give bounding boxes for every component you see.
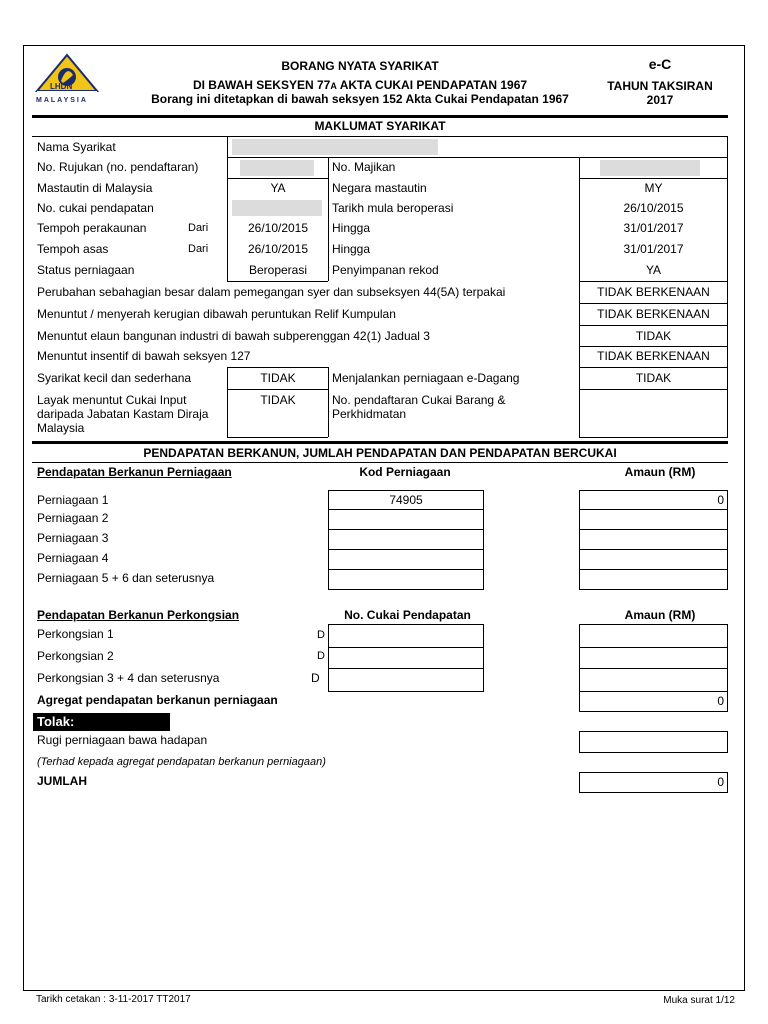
label-kerugian: Menuntut / menyerah kerugian dibawah peruntukan Relif Kumpulan — [37, 307, 396, 321]
footer-page: Muka surat 1/12 — [663, 995, 735, 1006]
amaun-perniagaan-field-4[interactable] — [579, 549, 728, 570]
logo-bottom-text: MALAYSIA — [36, 97, 88, 104]
value-perubahan: TIDAK BERKENAAN — [597, 285, 710, 299]
amaun-perniagaan-field-1[interactable]: 0 — [579, 490, 728, 510]
jumlah-field[interactable]: 0 — [579, 772, 728, 793]
rugi-label: Rugi perniagaan bawa hadapan — [37, 733, 208, 747]
kod-field-3[interactable] — [328, 529, 484, 550]
value-penyimpanan: YA — [645, 263, 662, 277]
value-mula: 26/10/2015 — [623, 201, 684, 215]
label-cukai: No. cukai pendapatan — [37, 201, 154, 215]
year-value: 2017 — [646, 93, 674, 107]
nocukai-field-1[interactable] — [328, 624, 484, 648]
kod-field-4[interactable] — [328, 549, 484, 570]
value-mastautin: YA — [270, 181, 286, 195]
perkongsian-label-1: Perkongsian 1 — [37, 627, 114, 641]
label-hingga-2: Hingga — [332, 242, 371, 256]
amaun-perniagaan-field-2[interactable] — [579, 509, 728, 530]
amaun-perkongsian-field-2[interactable] — [579, 647, 728, 669]
value-perakaunan-dari: 26/10/2015 — [247, 221, 309, 235]
label-rujukan: No. Rujukan (no. pendaftaran) — [37, 160, 199, 174]
label-majikan: No. Majikan — [332, 160, 396, 174]
perniagaan-label-2: Perniagaan 2 — [37, 511, 109, 525]
section-title-pendapatan: PENDAPATAN BERKANUN, JUMLAH PENDAPATAN DAN PENDAPATAN BERCUKAI — [143, 446, 617, 460]
terhad-note: (Terhad kepada agregat pendapatan berkanun perniagaan) — [37, 756, 326, 768]
section-title-maklumat: MAKLUMAT SYARIKAT — [314, 119, 446, 133]
redacted-nama — [232, 139, 438, 155]
heading-amaun-1: Amaun (RM) — [624, 465, 696, 479]
label-hingga-1: Hingga — [332, 221, 371, 235]
section-title-rule — [32, 136, 728, 137]
year-label: TAHUN TAKSIRAN — [607, 79, 713, 93]
jumlah-label: JUMLAH — [37, 774, 87, 788]
label-perakaunan: Tempoh perakaunan — [37, 221, 147, 235]
label-asas: Tempoh asas — [37, 242, 109, 256]
redacted-majikan — [600, 160, 700, 176]
label-penyimpanan: Penyimpanan rekod — [332, 263, 439, 277]
perniagaan-label-5: Perniagaan 5 + 6 dan seterusnya — [37, 571, 215, 585]
label-gst-2: Perkhidmatan — [332, 407, 407, 421]
redacted-cukai — [232, 200, 322, 216]
amaun-perkongsian-field-1[interactable] — [579, 624, 728, 648]
heading-amaun-2: Amaun (RM) — [624, 608, 696, 622]
nocukai-field-3[interactable] — [328, 668, 484, 692]
label-status: Status perniagaan — [37, 263, 135, 277]
kod-field-1[interactable]: 74905 — [328, 490, 484, 510]
heading-nocukai: No. Cukai Pendapatan — [344, 608, 471, 622]
logo-top-text: LHDN — [50, 82, 73, 91]
agregat-label: Agregat pendapatan berkanun perniagaan — [37, 693, 278, 707]
form-title: BORANG NYATA SYARIKAT — [281, 59, 439, 73]
label-nama: Nama Syarikat — [37, 140, 116, 154]
value-edagang: TIDAK — [635, 371, 672, 385]
value-asas-hingga: 31/01/2017 — [623, 242, 684, 256]
amaun-perniagaan-field-5[interactable] — [579, 569, 728, 590]
label-layak-1: Layak menuntut Cukai Input — [37, 393, 187, 407]
value-status: Beroperasi — [248, 263, 308, 277]
section-divider-2 — [32, 441, 728, 444]
label-layak-3: Malaysia — [37, 421, 85, 435]
tolak-label: Tolak: — [37, 714, 75, 729]
perniagaan-label-4: Perniagaan 4 — [37, 551, 109, 565]
value-asas-dari: 26/10/2015 — [247, 242, 309, 256]
label-dari-2: Dari — [188, 243, 209, 255]
value-insentif: TIDAK BERKENAAN — [597, 349, 710, 363]
label-insentif: Menuntut insentif di bawah seksyen 127 — [37, 349, 251, 363]
perkongsian-prefix-1: D — [317, 629, 325, 641]
heading-perkongsian: Pendapatan Berkanun Perkongsian — [37, 608, 240, 622]
label-gst-1: No. pendaftaran Cukai Barang & — [332, 393, 506, 407]
section-divider — [32, 115, 728, 118]
perkongsian-label-2: Perkongsian 2 — [37, 649, 114, 663]
perniagaan-label-3: Perniagaan 3 — [37, 531, 109, 545]
label-kecil: Syarikat kecil dan sederhana — [37, 371, 192, 385]
kod-field-2[interactable] — [328, 509, 484, 530]
value-kecil: TIDAK — [260, 371, 296, 385]
label-perubahan: Perubahan sebahagian besar dalam pemegangan syer dan subseksyen 44(5A) terpakai — [37, 285, 506, 299]
agregat-field[interactable]: 0 — [579, 691, 728, 712]
label-mastautin: Mastautin di Malaysia — [37, 181, 153, 195]
value-kerugian: TIDAK BERKENAAN — [597, 307, 710, 321]
label-negara: Negara mastautin — [332, 181, 427, 195]
label-edagang: Menjalankan perniagaan e-Dagang — [332, 371, 520, 385]
heading-perniagaan: Pendapatan Berkanun Perniagaan — [37, 465, 232, 479]
value-layak: TIDAK — [260, 393, 296, 407]
label-mula: Tarikh mula beroperasi — [332, 201, 454, 215]
perniagaan-label-1: Perniagaan 1 — [37, 493, 109, 507]
value-negara: MY — [644, 181, 663, 195]
perkongsian-prefix-2: D — [317, 650, 325, 662]
amaun-perkongsian-field-3[interactable] — [579, 668, 728, 692]
footer-printed: Tarikh cetakan : 3-11-2017 TT2017 — [36, 994, 191, 1005]
label-layak-2: daripada Jabatan Kastam Diraja — [37, 407, 209, 421]
nocukai-field-2[interactable] — [328, 647, 484, 669]
redacted-rujukan — [240, 160, 314, 176]
rugi-field[interactable] — [579, 731, 728, 753]
label-elaun: Menuntut elaun bangunan industri di bawah subperenggan 42(1) Jadual 3 — [37, 329, 430, 343]
value-elaun: TIDAK — [635, 329, 672, 343]
perkongsian-prefix-3: D — [311, 671, 320, 685]
label-dari-1: Dari — [188, 222, 209, 234]
form-subtitle: DI BAWAH SEKSYEN 77A AKTA CUKAI PENDAPATAN 1967 — [192, 78, 528, 92]
amaun-perniagaan-field-3[interactable] — [579, 529, 728, 550]
kod-field-5[interactable] — [328, 569, 484, 590]
form-subtitle-2: Borang ini ditetapkan di bawah seksyen 152 Akta Cukai Pendapatan 1967 — [151, 92, 569, 106]
perkongsian-label-3: Perkongsian 3 + 4 dan seterusnya — [37, 671, 220, 685]
value-perakaunan-hingga: 31/01/2017 — [623, 221, 684, 235]
form-code: e-C — [648, 56, 672, 72]
heading-kod: Kod Perniagaan — [359, 465, 451, 479]
